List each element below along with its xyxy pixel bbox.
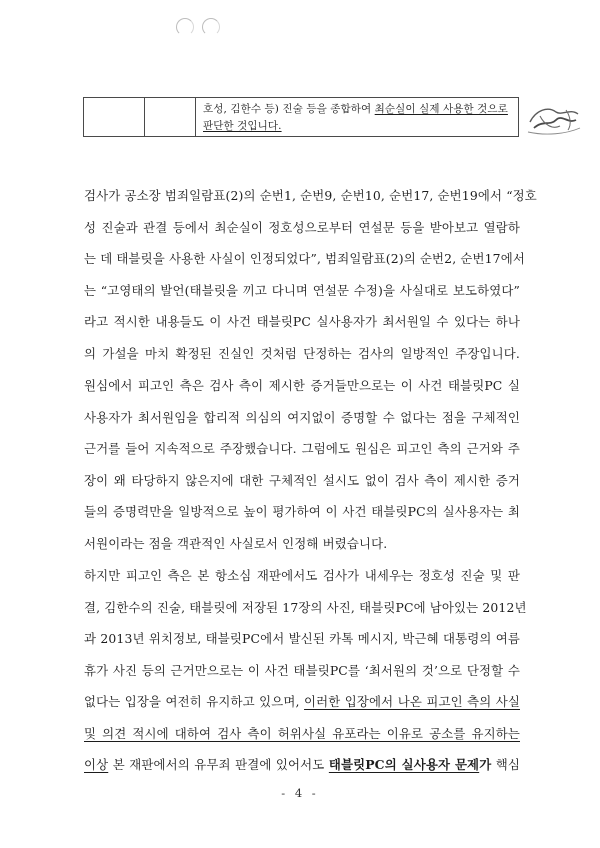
- text-line: 장이 왜 타당하지 않은지에 대한 구체적인 설시도 없이 검사 측이 제시한 증거: [84, 472, 520, 488]
- paragraph-3: [84, 560, 527, 781]
- paragraph-2: [84, 370, 520, 559]
- text-line: 는 데 태블릿을 사용한 사실이 인정되었다”, 범죄일람표(2)의 순번2, 순번17에서: [84, 251, 525, 266]
- text-line: 원심에서 피고인 측은 검사 측이 제시한 증거들만으로는 이 사건 태블릿PC 실: [84, 378, 520, 393]
- table-text: 호성, 김한수 등) 진술 등을 종합하여: [203, 103, 375, 115]
- table-fragment: [83, 97, 519, 137]
- text-line: 의 가설을 마치 확정된 진실인 것처럼 단정하는 검사의 일방적인 주장입니다.: [84, 345, 520, 361]
- text-line: 는 “고영태의 발언(태블릿을 끼고 다니며 연설문 수정)을 사실대로 보도하였다”: [84, 282, 520, 298]
- text-line: 결, 김한수의 진술, 태블릿에 저장된 17장의 사진, 태블릿PC에 남아있는 2012년: [84, 599, 527, 615]
- text-line: 서원이라는 점을 객관적인 사실로서 인정해 버렸습니다.: [84, 535, 388, 551]
- binding-holes: [176, 18, 230, 36]
- table-text-underlined: 최순실이 실제 사용한 것으로: [374, 103, 508, 115]
- seal-stamp-icon: [526, 102, 582, 136]
- text-segment: 없다는 입장을 여전히 유지하고 있으며,: [84, 694, 305, 709]
- text-segment: 핵심: [491, 757, 520, 772]
- table-cell-empty: [84, 98, 145, 136]
- text-line: 라고 적시한 내용들도 이 사건 태블릿PC 실사용자가 최서원일 수 있다는 하나: [84, 314, 520, 329]
- binding-hole-icon: [202, 18, 220, 36]
- paragraph-1: [84, 180, 537, 369]
- text-line: [84, 686, 520, 718]
- text-segment-underlined: 및 의견 적시에 대하여 검사 측이 허위사실 유포라는 이유로 공소를 유지하는: [84, 725, 520, 741]
- text-line: 근거를 들어 지속적으로 주장했습니다. 그럼에도 원심은 피고인 측의 근거와 주: [84, 441, 520, 456]
- text-segment-bold: 가: [479, 757, 492, 772]
- text-line: 검사가 공소장 범죄일람표(2)의 순번1, 순번9, 순번10, 순번17, 순번19에서 “정호: [84, 188, 537, 203]
- text-segment-underlined: 이러한 입장에서 나온 피고인 측의 사실: [304, 694, 520, 709]
- text-line: 하지만 피고인 측은 본 항소심 재판에서도 검사가 내세우는 정호성 진술 및 판: [84, 568, 520, 583]
- table-cell-text: [203, 101, 513, 135]
- text-line: [84, 749, 520, 781]
- text-segment-bold-underlined: 태블릿PC의 실사용자 문제: [328, 757, 480, 772]
- text-line: 사용자가 최서원임을 합리적 의심의 여지없이 증명할 수 없다는 점을 구체적인: [84, 409, 520, 425]
- table-cell-empty: [144, 98, 196, 136]
- text-segment: 본 재판에서의 유무죄 판결에 있어서도: [108, 757, 329, 772]
- page-number: - 4 -: [281, 786, 319, 800]
- text-segment-underlined: 이상: [84, 757, 109, 772]
- text-line: 휴가 사진 등의 근거만으로는 이 사건 태블릿PC를 ‘최서원의 것’으로 단정할 수: [84, 662, 520, 678]
- text-line: [84, 718, 520, 750]
- table-text-underlined: 판단한 것입니다.: [203, 120, 282, 132]
- text-line: 성 진술과 관결 등에서 최순실이 정호성으로부터 연설문 등을 받아보고 열람하: [84, 219, 520, 235]
- text-line: 들의 증명력만을 일방적으로 높이 평가하여 이 사건 태블릿PC의 실사용자는 최: [84, 504, 520, 519]
- text-line: 과 2013년 위치정보, 태블릿PC에서 발신된 카톡 메시지, 박근혜 대통령의 여름: [84, 631, 520, 646]
- binding-hole-icon: [176, 18, 194, 36]
